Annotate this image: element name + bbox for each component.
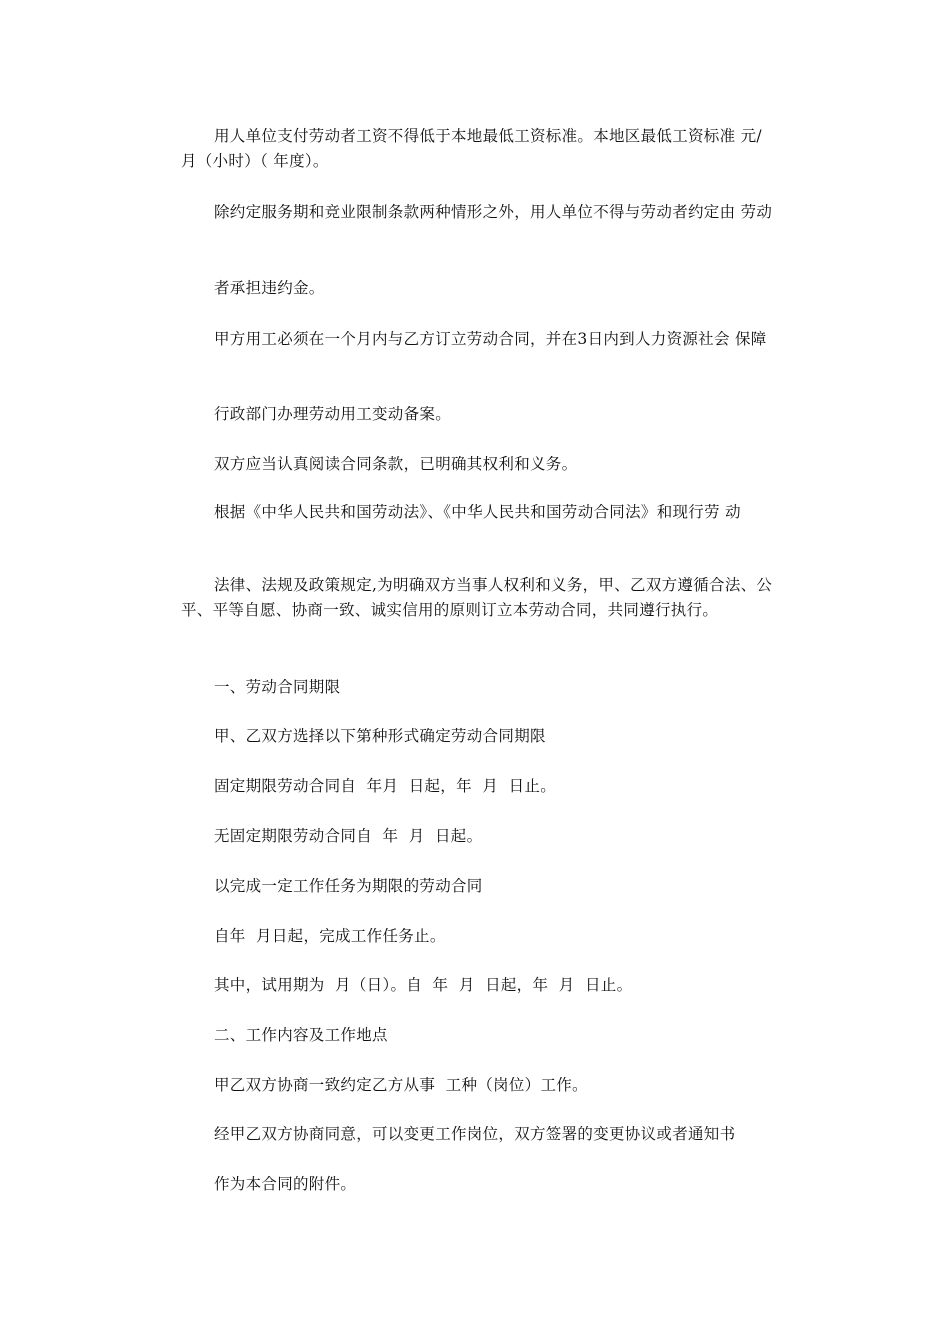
paragraph-contract-signing-cont: 行政部门办理劳动用工变动备案。 [214,405,452,423]
paragraph-penalty-restriction-cont: 者承担违约金。 [214,279,325,297]
paragraph-fixed-term: 固定期限劳动合同自 年月 日起，年 月 日止。 [214,777,557,795]
paragraph-probation: 其中，试用期为 月（日）。自 年 月 日起，年 月 日止。 [214,976,633,994]
paragraph-job-change-cont: 作为本合同的附件。 [214,1175,357,1193]
paragraph-term-choice: 甲、乙双方选择以下第种形式确定劳动合同期限 [214,727,546,745]
paragraph-open-term: 无固定期限劳动合同自 年 月 日起。 [214,827,483,845]
paragraph-min-wage: 用人单位支付劳动者工资不得低于本地最低工资标准。本地区最低工资标准 元/月（小时）（ 年度）。 [181,127,762,170]
paragraph-legal-basis: 根据《中华人民共和国劳动法》、《中华人民共和国劳动合同法》和现行劳 动 [214,503,741,521]
paragraph-penalty-restriction: 除约定服务期和竞业限制条款两种情形之外，用人单位不得与劳动者约定由 劳动 [214,203,773,221]
paragraph-read-terms: 双方应当认真阅读合同条款，已明确其权利和义务。 [214,455,578,473]
paragraph-job-change: 经甲乙双方协商同意，可以变更工作岗位，双方签署的变更协议或者通知书 [214,1125,736,1143]
paragraph-task-term: 以完成一定工作任务为期限的劳动合同 [214,877,483,895]
section-heading-work-content: 二、工作内容及工作地点 [214,1026,388,1044]
paragraph-legal-basis-cont: 法律、法规及政策规定,为明确双方当事人权利和义务，甲、乙双方遵循合法、公平、平等自愿、协商一致、诚实信用的原则订立本劳动合同，共同遵行执行。 [181,576,773,619]
paragraph-contract-signing: 甲方用工必须在一个月内与乙方订立劳动合同，并在3日内到人力资源社会 保障 [214,330,767,348]
paragraph-job-type: 甲乙双方协商一致约定乙方从事 工种（岗位）工作。 [214,1076,588,1094]
section-heading-contract-term: 一、劳动合同期限 [214,678,341,696]
paragraph-task-term-dates: 自年 月日起，完成工作任务止。 [214,927,446,945]
